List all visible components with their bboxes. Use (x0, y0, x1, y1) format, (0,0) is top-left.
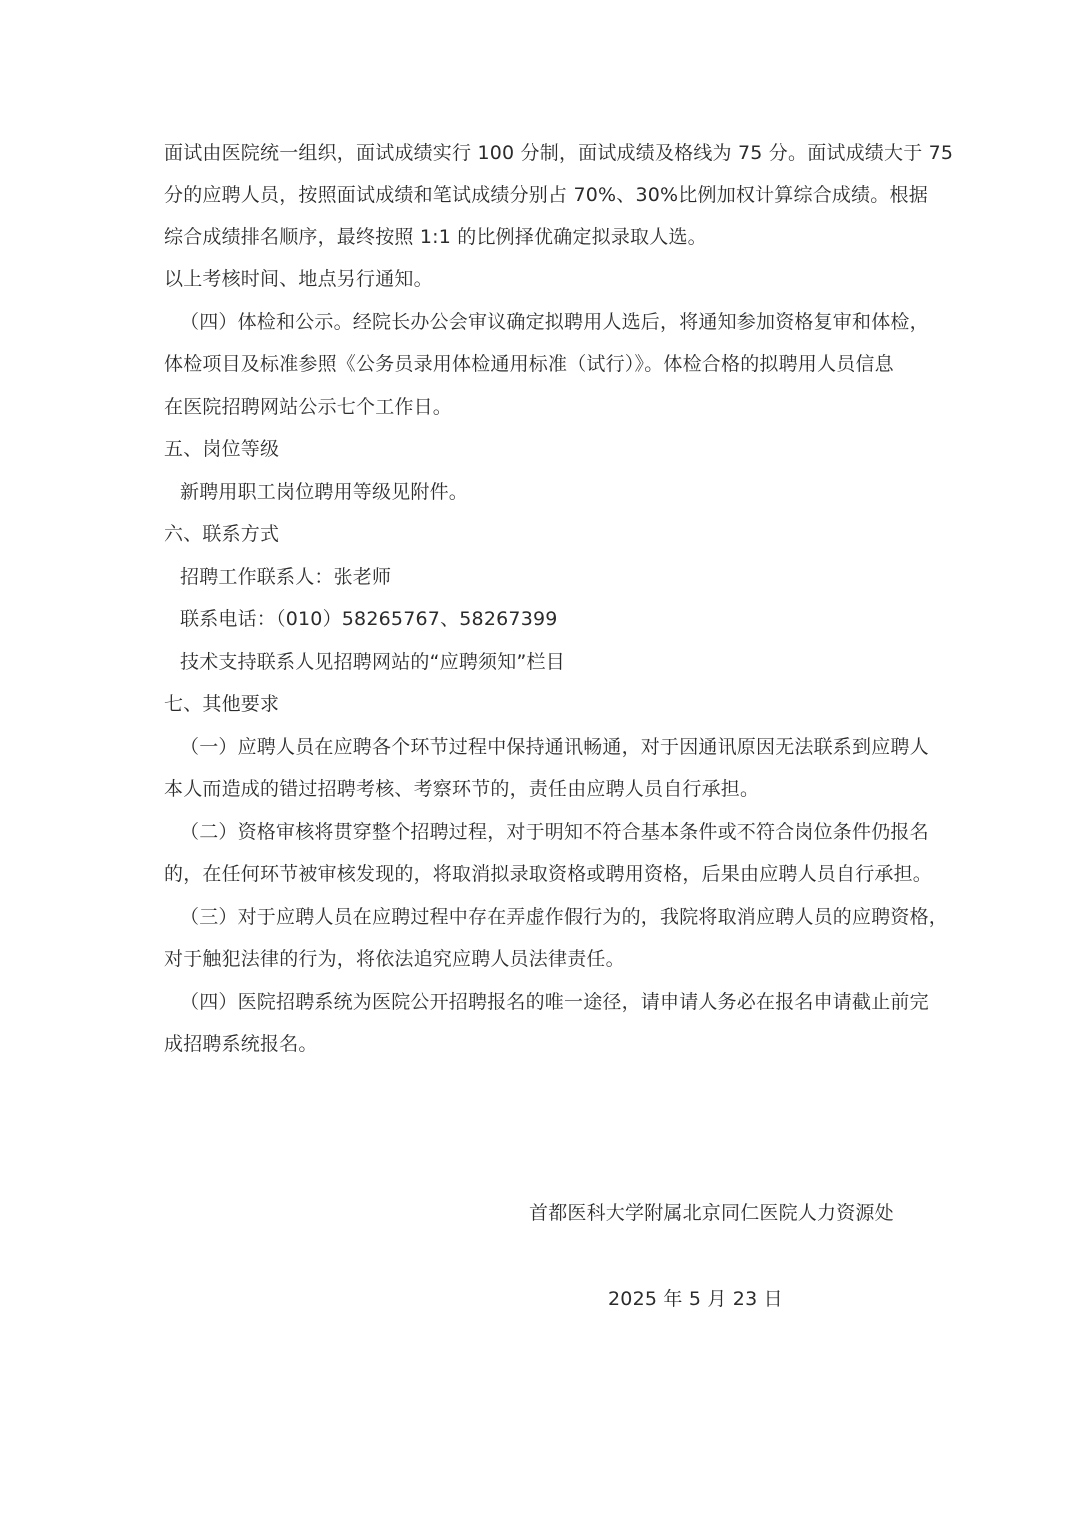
tech-support-contact: 技术支持联系人见招聘网站的“应聘须知”栏目 (180, 651, 565, 673)
paragraph-line: 以上考核时间、地点另行通知。 (164, 268, 433, 290)
section-heading: 六、联系方式 (164, 523, 280, 545)
contact-phone: 联系电话：（010）58265767、58267399 (180, 608, 558, 630)
section-heading: 五、岗位等级 (164, 438, 280, 460)
paragraph-line: 综合成绩排名顺序，最终按照 1:1 的比例择优确定拟录取人选。 (164, 226, 707, 248)
paragraph-line: 分的应聘人员，按照面试成绩和笔试成绩分别占 70%、30%比例加权计算综合成绩。根据 (164, 184, 928, 206)
paragraph-line: （二）资格审核将贯穿整个招聘过程，对于明知不符合基本条件或不符合岗位条件仍报名 (180, 821, 929, 843)
paragraph-line: （一）应聘人员在应聘各个环节过程中保持通讯畅通，对于因通讯原因无法联系到应聘人 (180, 736, 929, 758)
paragraph-line: 的，在任何环节被审核发现的，将取消拟录取资格或聘用资格，后果由应聘人员自行承担。 (164, 863, 933, 885)
contact-person: 招聘工作联系人：张老师 (180, 566, 392, 588)
signature-date: 2025 年 5 月 23 日 (608, 1288, 783, 1310)
paragraph-line: （四）体检和公示。经院长办公会审议确定拟聘用人选后，将通知参加资格复审和体检， (180, 311, 929, 333)
paragraph-line: 面试由医院统一组织，面试成绩实行 100 分制，面试成绩及格线为 75 分。面试成绩大于 75 (164, 142, 954, 164)
signature-organization: 首都医科大学附属北京同仁医院人力资源处 (529, 1202, 894, 1224)
paragraph-line: 新聘用职工岗位聘用等级见附件。 (180, 481, 469, 503)
paragraph-line: 对于触犯法律的行为，将依法追究应聘人员法律责任。 (164, 948, 625, 970)
section-heading: 七、其他要求 (164, 693, 280, 715)
paragraph-line: （三）对于应聘人员在应聘过程中存在弄虚作假行为的，我院将取消应聘人员的应聘资格， (180, 906, 949, 928)
paragraph-line: （四）医院招聘系统为医院公开招聘报名的唯一途径，请申请人务必在报名申请截止前完 (180, 991, 929, 1013)
paragraph-line: 本人而造成的错过招聘考核、考察环节的，责任由应聘人员自行承担。 (164, 778, 760, 800)
paragraph-line: 体检项目及标准参照《公务员录用体检通用标准（试行）》。体检合格的拟聘用人员信息 (164, 353, 894, 375)
paragraph-line: 在医院招聘网站公示七个工作日。 (164, 396, 453, 418)
paragraph-line: 成招聘系统报名。 (164, 1033, 318, 1055)
